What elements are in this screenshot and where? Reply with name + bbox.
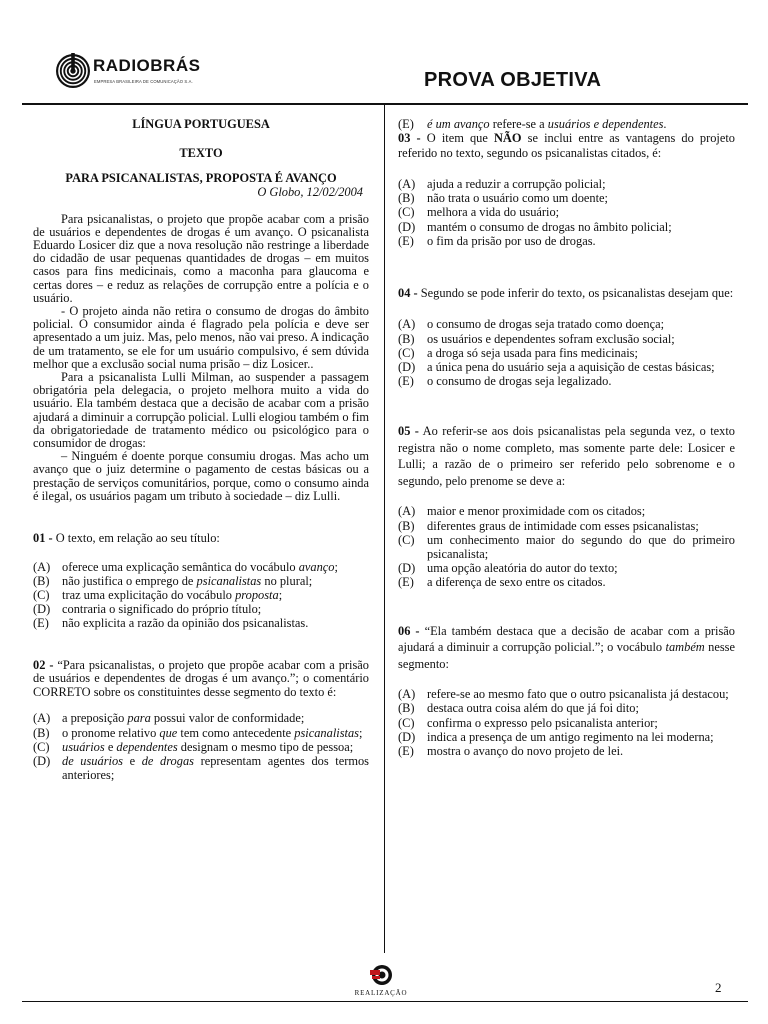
- option-e[interactable]: [33, 616, 369, 630]
- option-letter: (A): [398, 317, 416, 332]
- question-stem-text: Segundo se pode inferir do texto, os psicanalistas desejam que:: [420, 286, 734, 301]
- option-text: o pronome relativo que tem como antecedente psicanalistas;: [62, 725, 363, 740]
- option-letter: (C): [398, 345, 415, 360]
- question-stem: [398, 131, 735, 160]
- left-column: [33, 117, 369, 782]
- option-c[interactable]: [33, 740, 369, 754]
- option-letter: (A): [33, 559, 51, 574]
- option-text: a única pena do usuário seja a aquisição de cestas básicas;: [427, 360, 715, 375]
- text-paragraph: - O projeto ainda não retira o consumo de drogas do âmbito policial. O consumidor ainda é flagrado pela polícia e deve ser apresentado a um juiz. Mas, pelo menos, não vai preso. A indicação de um tratamento, se ele for um usuário compulsivo, é sem dúvida melhor que a exclusão social numa prisão – diz Losicer..: [33, 304, 369, 371]
- question-stem-emphasis: NÃO: [493, 131, 522, 146]
- option-b[interactable]: [33, 726, 369, 740]
- option-letter: (B): [398, 191, 415, 206]
- option-a[interactable]: [398, 317, 735, 331]
- question-02: [33, 659, 369, 783]
- option-letter: (B): [33, 573, 50, 588]
- question-stem-text: Ao referir-se aos dois psicanalistas pela segunda vez, o texto registra não o nome completo, mas somente parte dele: Losicer e Lulli; a razão de o primeiro ser referido pelo sobrenome e o segundo, pelo prenome se deve a:: [398, 424, 735, 488]
- option-d[interactable]: [398, 730, 735, 744]
- option-text: é um avanço refere-se a usuários e dependentes.: [427, 117, 667, 131]
- option-letter: (C): [398, 715, 415, 730]
- option-text-part: possui valor de conformidade;: [153, 711, 305, 726]
- question-number: 04 -: [398, 286, 418, 301]
- question-stem: [33, 659, 369, 700]
- question-number: 02 -: [33, 657, 54, 672]
- text-source: O Globo, 12/02/2004: [257, 185, 363, 200]
- option-b[interactable]: [398, 519, 735, 533]
- option-d[interactable]: [398, 220, 735, 234]
- option-letter: (A): [398, 504, 416, 519]
- options-list: [398, 687, 735, 758]
- option-e[interactable]: [398, 234, 735, 248]
- option-d[interactable]: [33, 754, 369, 782]
- option-italic: é um avanço: [427, 117, 490, 131]
- option-text-part: tem como antecedente: [180, 725, 292, 740]
- option-letter: (B): [398, 701, 415, 716]
- option-italic: que: [159, 725, 178, 740]
- question-05: [398, 423, 735, 589]
- option-letter: (D): [398, 360, 416, 375]
- options-list: [33, 711, 369, 782]
- option-italic: para: [127, 711, 151, 726]
- subject-heading: LÍNGUA PORTUGUESA: [132, 117, 270, 131]
- question-stem-text: se inclui entre as vantagens do projeto referido no texto, segundo os psicanalistas citados, é:: [398, 131, 735, 160]
- option-d[interactable]: [398, 360, 735, 374]
- realizacao-label: REALIZAÇÃO: [354, 989, 408, 998]
- option-text: um conhecimento maior do segundo do que do primeiro psicanalista;: [427, 532, 735, 562]
- question-stem-italic: também: [665, 640, 705, 655]
- option-text-part: a preposição: [62, 711, 125, 726]
- question-stem-text: O texto, em relação ao seu título:: [55, 531, 220, 546]
- option-letter: (E): [398, 233, 414, 248]
- options-list: [398, 504, 735, 589]
- option-text: uma opção aleatória do autor do texto;: [427, 561, 618, 576]
- option-e[interactable]: [398, 744, 735, 758]
- option-b[interactable]: [398, 191, 735, 205]
- option-text: confirma o expresso pelo psicanalista anterior;: [427, 715, 658, 730]
- option-a[interactable]: [398, 504, 735, 518]
- option-a[interactable]: [398, 687, 735, 701]
- realizacao-logo-icon: [368, 962, 394, 986]
- option-text: mostra o avanço do novo projeto de lei.: [427, 743, 624, 758]
- question-stem-text: O item que: [426, 131, 488, 146]
- option-text-part: traz uma explicitação do vocábulo: [62, 587, 232, 602]
- option-c[interactable]: [398, 346, 735, 360]
- option-letter: (C): [398, 205, 415, 220]
- option-text-part: refere-se a: [492, 117, 545, 131]
- option-italic: de usuários: [62, 753, 123, 768]
- option-e[interactable]: [398, 575, 735, 589]
- option-text: [62, 711, 369, 725]
- options-list: [33, 560, 369, 631]
- question-04: [398, 286, 735, 388]
- option-italic: de drogas: [141, 753, 194, 768]
- text-paragraph: Para a psicanalista Lulli Milman, ao suspender a passagem obrigatória pela delegacia, o projeto melhora muito a vida do usuário. Ela também destaca que a decisão de acabar com a prisão ajudará a diminuir a corrupção policial. Lulli elogiou também o fim da obrigatoriedade de tratamento médico ou psicológico para o consumidor de drogas:: [33, 370, 369, 451]
- option-letter: (B): [398, 518, 415, 533]
- option-letter: (E): [398, 374, 414, 389]
- option-c[interactable]: [398, 716, 735, 730]
- option-text-part: representam agentes dos termos anteriores;: [62, 753, 369, 783]
- question-01: [33, 531, 369, 630]
- column-divider: [384, 103, 385, 953]
- question-03: [398, 131, 735, 248]
- question-stem: [398, 623, 735, 673]
- question-06: [398, 623, 735, 759]
- logo-tagline: EMPRESA BRASILEIRA DE COMUNICAÇÃO S.A.: [94, 79, 193, 84]
- radiobras-logo-icon: [55, 53, 91, 89]
- option-text: o consumo de drogas seja tratado como doença;: [427, 317, 665, 332]
- option-text: a diferença de sexo entre os citados.: [427, 575, 606, 590]
- right-column: [398, 117, 735, 758]
- reading-text: [33, 213, 369, 503]
- option-text: oferece uma explicação semântica do vocábulo avanço;: [62, 559, 338, 574]
- option-b[interactable]: [398, 701, 735, 715]
- option-c[interactable]: [33, 588, 369, 602]
- option-italic: proposta: [235, 587, 279, 602]
- realizacao-block: [345, 962, 417, 998]
- option-letter: (A): [33, 711, 51, 726]
- option-italic: avanço: [298, 559, 335, 574]
- option-text: não explicita a razão da opinião dos psicanalistas.: [62, 616, 309, 631]
- option-text-part: e: [129, 753, 136, 768]
- option-italic: usuários e dependentes: [547, 117, 664, 131]
- text-paragraph: Para psicanalistas, o projeto que propõe acabar com a prisão de usuários e dependentes de drogas é um avanço. O psicanalista Eduardo Losicer diz que a nova resolução não restringe a liberdade do cidadão de usar pequenas quantidades de drogas – em muitos casos para fins medicinais, como a maconha para glaucoma e certas dores – e reduz as relações de corrupção entre a polícia e o usuário.: [33, 211, 369, 305]
- radiobras-logo: [55, 53, 235, 93]
- option-text: maior e menor proximidade com os citados;: [427, 504, 646, 519]
- option-text: [62, 740, 369, 754]
- option-text-part: oferece uma explicação semântica do vocábulo: [62, 559, 296, 574]
- option-text: não trata o usuário como um doente;: [427, 191, 608, 206]
- option-text: a droga só seja usada para fins medicinais;: [427, 345, 638, 360]
- options-list: [398, 317, 735, 388]
- option-letter: (D): [398, 729, 416, 744]
- text-paragraph: – Ninguém é doente porque consumiu drogas. Mas acho um avanço que o juiz determine o pagamento de cestas básicas ou a prestação de serviços comunitários, porque, como o consumo ainda é ilegal, os usuários pagam um tributo à sociedade – diz Lulli.: [33, 449, 369, 503]
- option-text: melhora a vida do usuário;: [427, 205, 560, 220]
- option-italic: psicanalistas: [196, 573, 262, 588]
- question-stem-text: “Ela também destaca que a decisão de acabar com a prisão ajudará a diminuir a corrupção policial.”; o vocábulo: [398, 623, 736, 655]
- option-italic: usuários: [62, 739, 105, 754]
- option-text: os usuários e dependentes sofram exclusão social;: [427, 331, 675, 346]
- question-stem: [33, 531, 369, 545]
- exam-title: PROVA OBJETIVA: [424, 69, 602, 91]
- option-letter: (B): [33, 725, 50, 740]
- option-text: o consumo de drogas seja legalizado.: [427, 374, 612, 389]
- question-stem: [398, 286, 735, 300]
- option-text: destaca outra coisa além do que já foi dito;: [427, 701, 639, 716]
- option-letter: (C): [398, 532, 415, 547]
- option-a[interactable]: [33, 560, 369, 574]
- option-text: [62, 754, 369, 782]
- option-text: ajuda a reduzir a corrupção policial;: [427, 177, 606, 192]
- option-text: indica a presença de um antigo regimento na lei moderna;: [427, 729, 714, 744]
- option-letter: (E): [398, 743, 414, 758]
- option-text: mantém o consumo de drogas no âmbito policial;: [427, 219, 672, 234]
- option-d[interactable]: [398, 561, 735, 575]
- option-letter: (E): [33, 616, 49, 631]
- option-a[interactable]: [33, 711, 369, 725]
- option-letter: (C): [33, 587, 50, 602]
- option-text: traz uma explicitação do vocábulo proposta;: [62, 587, 283, 602]
- option-text: [62, 574, 369, 588]
- option-letter: (E): [398, 117, 414, 131]
- question-number: 05 -: [398, 424, 419, 439]
- option-text-part: e: [107, 739, 114, 754]
- question-stem: [398, 423, 735, 489]
- option-text: contraria o significado do próprio título;: [62, 602, 262, 617]
- option-text-part: no plural;: [264, 573, 313, 588]
- option-text-part: o pronome relativo: [62, 725, 157, 740]
- option-a[interactable]: [398, 177, 735, 191]
- question-number: 06 -: [398, 623, 420, 638]
- option-text-part: não justifica o emprego de: [62, 573, 194, 588]
- option-d[interactable]: [33, 602, 369, 616]
- option-letter: (D): [398, 561, 416, 576]
- option-italic: dependentes: [116, 739, 178, 754]
- text-title: PARA PSICANALISTAS, PROPOSTA É AVANÇO: [65, 170, 337, 185]
- option-letter: (D): [33, 602, 51, 617]
- header-rule: [22, 103, 748, 105]
- option-letter: (C): [33, 739, 50, 754]
- option-text: refere-se ao mesmo fato que o outro psicanalista já destacou;: [427, 687, 729, 702]
- option-e-continued[interactable]: [398, 117, 735, 131]
- question-stem-text: nesse segmento:: [398, 640, 735, 671]
- options-list: [398, 177, 735, 248]
- question-stem-text: “Para psicanalistas, o projeto que propõe acabar com a prisão de usuários e dependentes de drogas é um avanço.”; o comentário CORRETO sobre os constituintes desse segmento do texto é:: [33, 657, 369, 699]
- page-number: 2: [715, 980, 722, 995]
- question-number: 03 -: [398, 131, 421, 146]
- option-letter: (A): [398, 687, 416, 702]
- logo-name: RADIOBRÁS: [93, 56, 201, 75]
- option-b[interactable]: [398, 332, 735, 346]
- text-label: TEXTO: [179, 146, 223, 161]
- option-text: diferentes graus de intimidade com esses psicanalistas;: [427, 518, 699, 533]
- option-c[interactable]: [398, 533, 735, 561]
- option-text: o fim da prisão por uso de drogas.: [427, 233, 596, 248]
- option-letter: (D): [398, 219, 416, 234]
- option-b[interactable]: [33, 574, 369, 588]
- option-italic: psicanalistas: [294, 725, 359, 740]
- question-number: 01 -: [33, 531, 53, 546]
- option-letter: (E): [398, 575, 414, 590]
- option-c[interactable]: [398, 205, 735, 219]
- option-letter: (D): [33, 753, 51, 768]
- option-letter: (A): [398, 177, 416, 192]
- option-text-part: designam o mesmo tipo de pessoa;: [180, 739, 354, 754]
- option-letter: (B): [398, 331, 415, 346]
- option-e[interactable]: [398, 374, 735, 388]
- footer-rule: [22, 1001, 748, 1002]
